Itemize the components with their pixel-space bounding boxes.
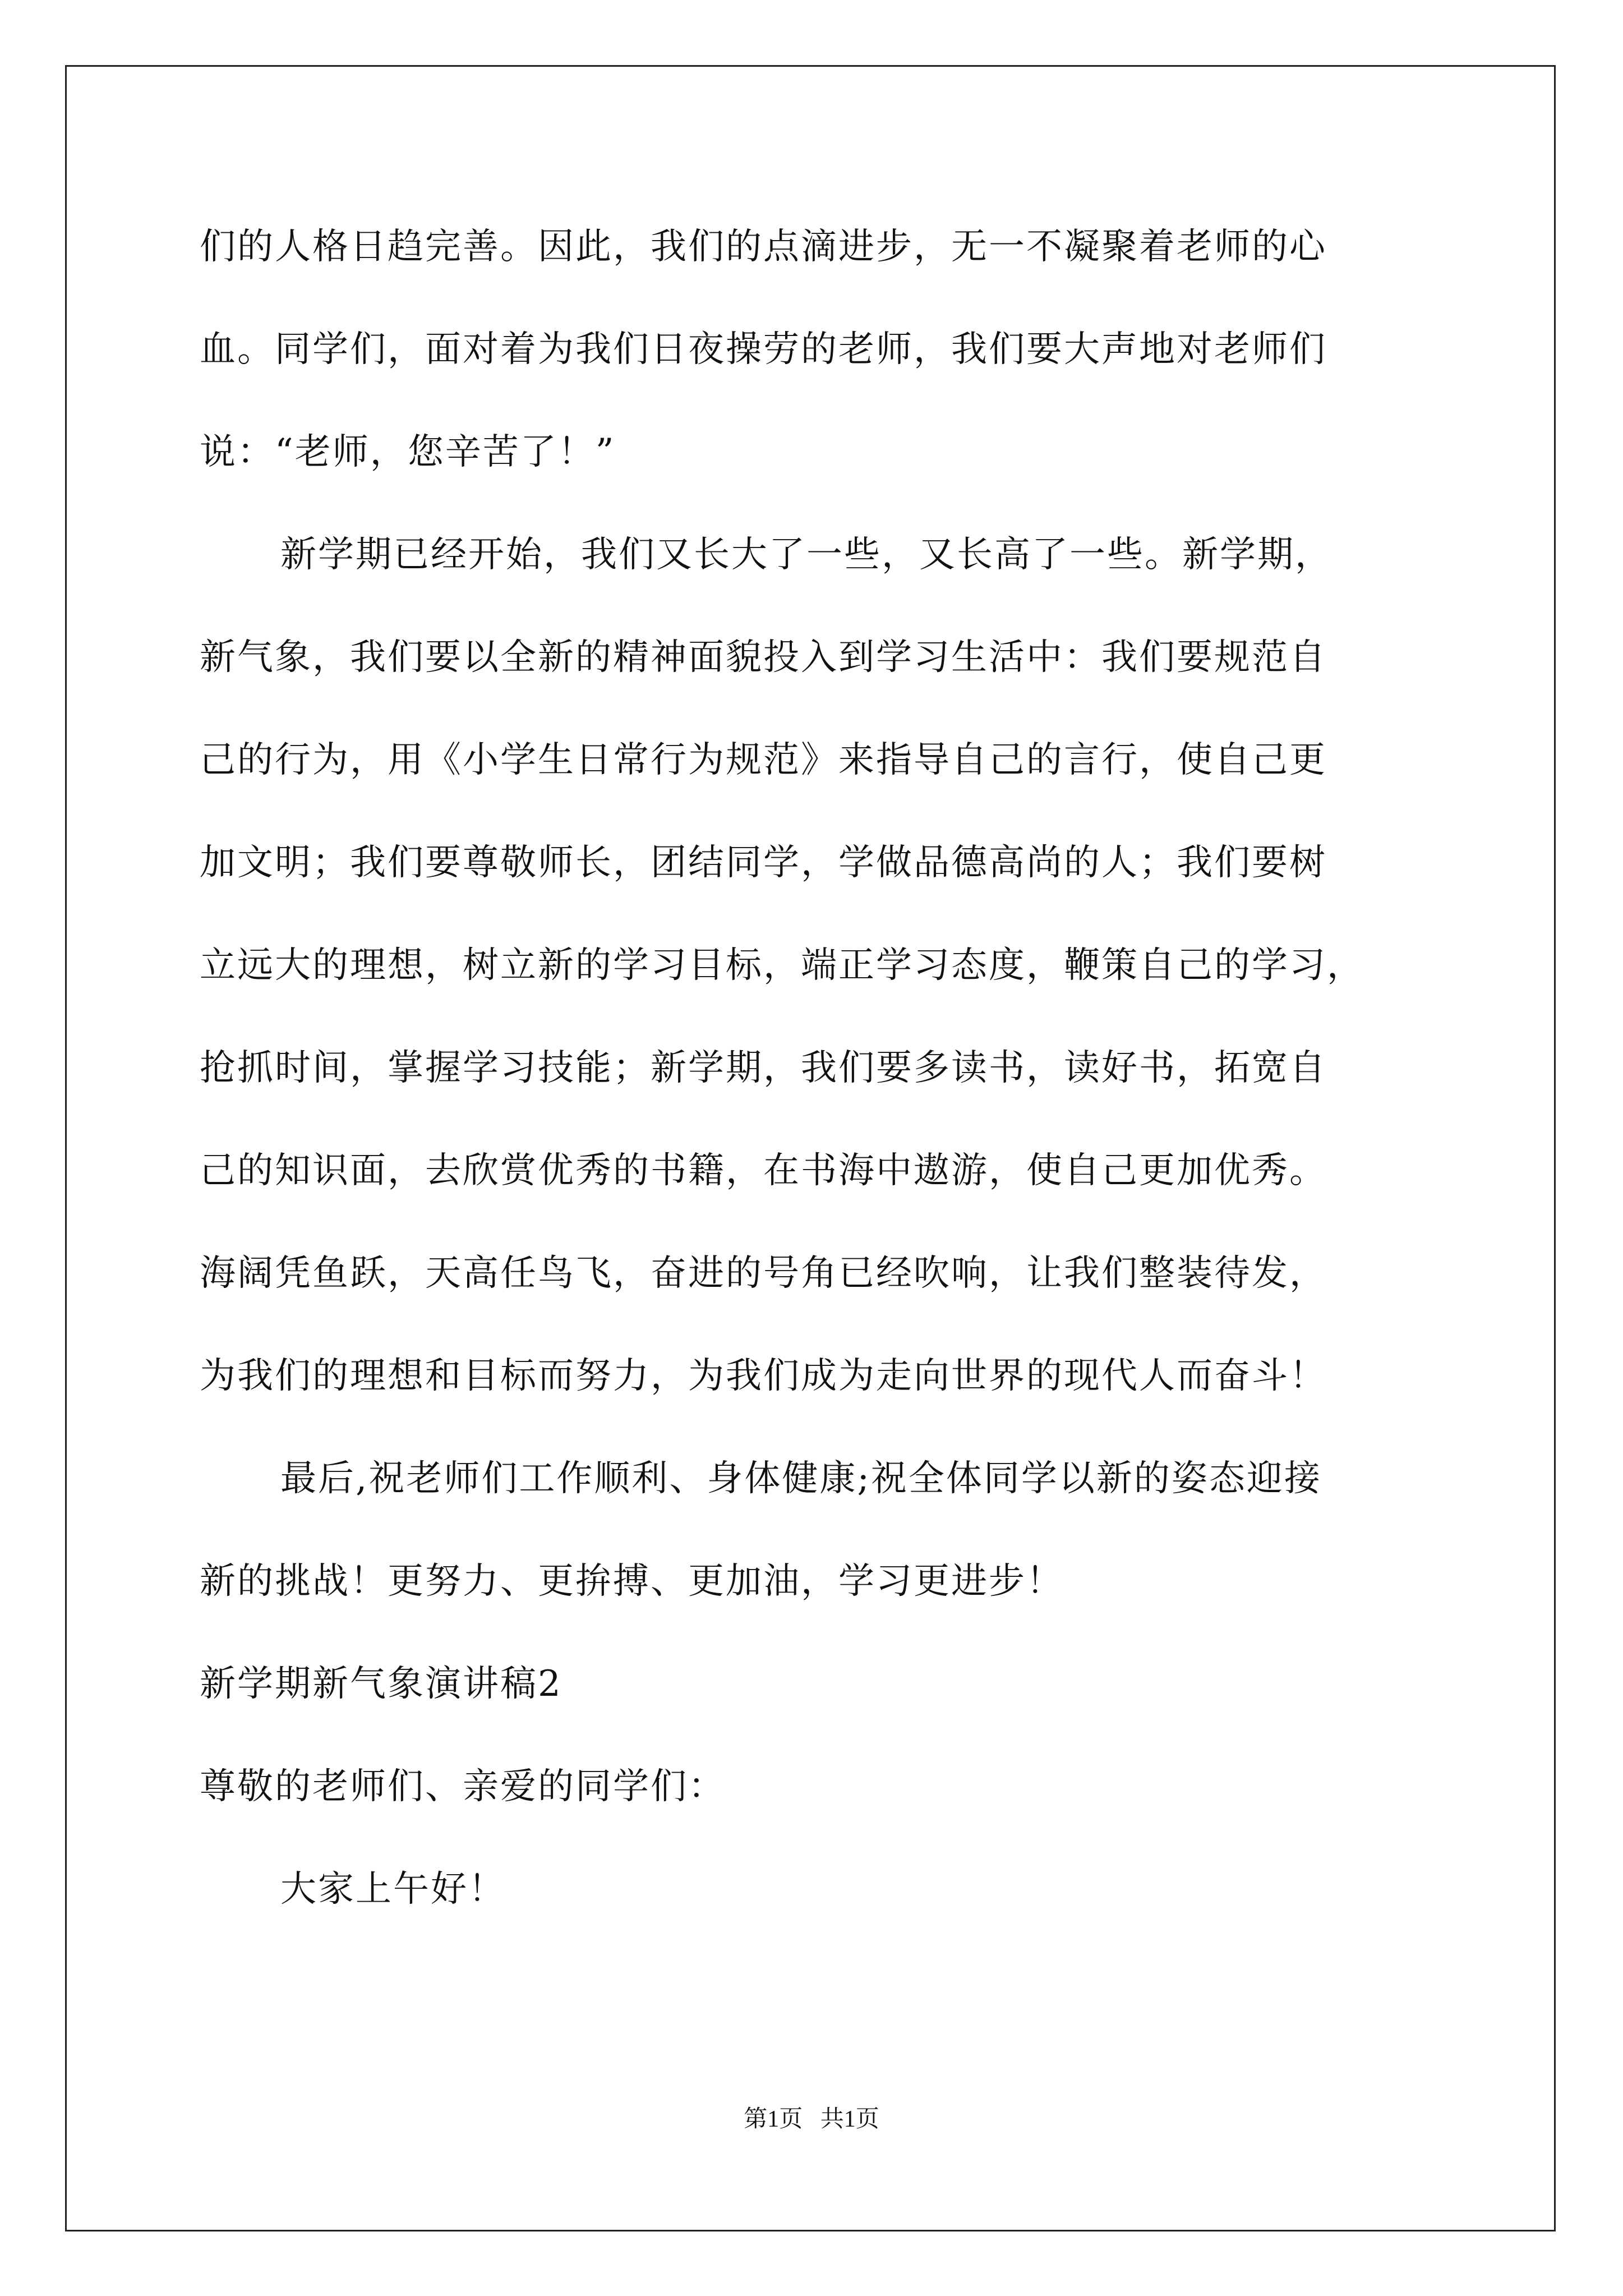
text-line: 血。同学们，面对着为我们日夜操劳的老师，我们要大声地对老师们: [200, 329, 1327, 370]
text-line: 抢抓时间，掌握学习技能；新学期，我们要多读书，读好书，拓宽自: [200, 1047, 1327, 1089]
text-line: 为我们的理想和目标而努力，为我们成为走向世界的现代人而奋斗！: [200, 1355, 1327, 1397]
page-footer: 第1页 共1页: [744, 2106, 879, 2132]
section-heading: 新学期新气象演讲稿2: [200, 1663, 562, 1705]
text-line: 新的挑战！更努力、更拚搏、更加油，学习更进步！: [200, 1561, 1064, 1602]
text-line: 海阔凭鱼跃，天高任鸟飞，奋进的号角已经吹响，让我们整装待发，: [200, 1253, 1327, 1294]
greeting: 大家上午好！: [280, 1869, 506, 1910]
text-line: 己的行为，用《小学生日常行为规范》来指导自己的言行，使自己更: [200, 739, 1327, 781]
text-line: 说：“老师，您辛苦了！”: [200, 431, 616, 473]
text-line: 己的知识面，去欣赏优秀的书籍，在书海中遨游，使自己更加优秀。: [200, 1150, 1327, 1191]
text-line: 立远大的理想，树立新的学习目标，端正学习态度，鞭策自己的学习，: [200, 945, 1364, 986]
text-line: 们的人格日趋完善。因此，我们的点滴进步，无一不凝聚着老师的心: [200, 226, 1327, 268]
text-line: 新气象，我们要以全新的精神面貌投入到学习生活中：我们要规范自: [200, 637, 1327, 678]
salutation: 尊敬的老师们、亲爱的同学们：: [200, 1766, 726, 1807]
text-line: 加文明；我们要尊敬师长，团结同学，学做品德高尚的人；我们要树: [200, 842, 1327, 884]
paragraph-first-line: 最后,祝老师们工作顺利、身体健康;祝全体同学以新的姿态迎接: [280, 1458, 1322, 1499]
paragraph-first-line: 新学期已经开始，我们又长大了一些，又长高了一些。新学期，: [280, 534, 1332, 576]
